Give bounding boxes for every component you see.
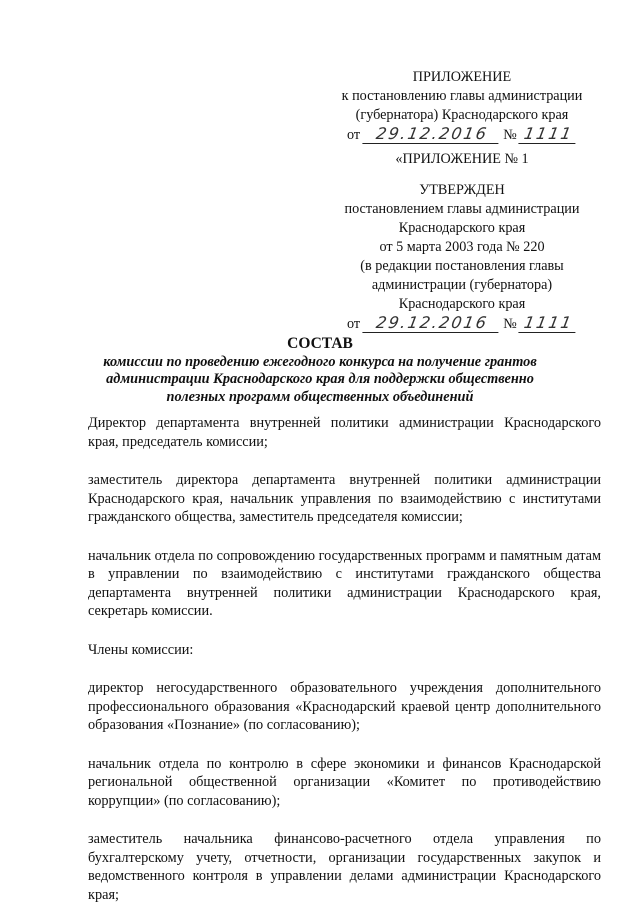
approval-line-2: Краснодарского края	[398, 220, 526, 236]
composition-title	[80, 335, 560, 406]
composition-subtitle-3: полезных программ общественных объединений	[166, 388, 474, 405]
appendix-line-1: к постановлению главы администрации	[341, 88, 583, 104]
appendix-date-prefix: от	[346, 127, 361, 143]
composition-heading: СОСТАВ	[287, 335, 353, 352]
composition-subtitle-1: комиссии по проведению ежегодного конкурса на получение грантов	[103, 353, 537, 370]
approval-number-handwritten: 1111	[519, 314, 579, 333]
composition-subtitle-2: администрации Краснодарского края для поддержки общественно	[106, 371, 534, 387]
approval-line-1: постановлением главы администрации	[344, 201, 580, 217]
approval-date-line	[322, 314, 602, 334]
appendix-date-handwritten: 29.12.2016	[362, 125, 501, 144]
member-paragraph-chairman: Директор департамента внутренней политики администрации Краснодарского края, председатель комиссии;	[88, 415, 601, 450]
appendix-title: ПРИЛОЖЕНИЕ	[412, 69, 512, 85]
approval-date-prefix: от	[346, 316, 361, 332]
appendix-date-line	[322, 125, 602, 145]
appendix-number-prefix: №	[503, 127, 517, 143]
approval-line-6: Краснодарского края	[398, 296, 526, 312]
members-list	[88, 414, 601, 924]
approval-line-5: администрации (губернатора)	[371, 277, 553, 293]
appendix-number-handwritten: 1111	[519, 125, 579, 144]
approval-number-prefix: №	[503, 316, 517, 332]
approval-block	[322, 150, 602, 334]
appendix-line-2: (губернатора) Краснодарского края	[355, 107, 569, 123]
members-heading: Члены комиссии:	[88, 641, 194, 658]
approval-date-handwritten: 29.12.2016	[362, 314, 501, 333]
member-paragraph: директор негосударственного образовательного учреждения дополнительного профессионального образования «Краснодарский краевой центр дополнительного образования «Познание» (по согласованию);	[88, 680, 601, 733]
member-paragraph-secretary: начальник отдела по сопровождению государственных программ и памятным датам в управлении по взаимодействию с институтами гражданского общества департамента внутренней политики администрации Краснодарского края, секретарь комиссии.	[88, 547, 602, 619]
approval-approved: УТВЕРЖДЕН	[419, 182, 505, 198]
approval-spacer	[322, 169, 602, 181]
approval-appendix-ref: «ПРИЛОЖЕНИЕ № 1	[395, 151, 529, 167]
approval-line-3: от 5 марта 2003 года № 220	[379, 239, 545, 255]
appendix-block	[322, 68, 602, 145]
member-paragraph: заместитель начальника финансово-расчетного отдела управления по бухгалтерскому учету, отчетности, организации государственных закупок и ведомственного контроля в управлении делами администрации Краснодарского края;	[88, 831, 601, 903]
member-paragraph: начальник отдела по контролю в сфере экономики и финансов Краснодарской региональной общественной организации «Комитет по противодействию коррупции» (по согласованию);	[88, 755, 601, 809]
approval-line-4: (в редакции постановления главы	[360, 258, 564, 274]
member-paragraph-deputy-chairman: заместитель директора департамента внутренней политики администрации Краснодарского края, начальник управления по взаимодействию с институтами гражданского общества, заместитель председателя комиссии;	[88, 472, 601, 525]
